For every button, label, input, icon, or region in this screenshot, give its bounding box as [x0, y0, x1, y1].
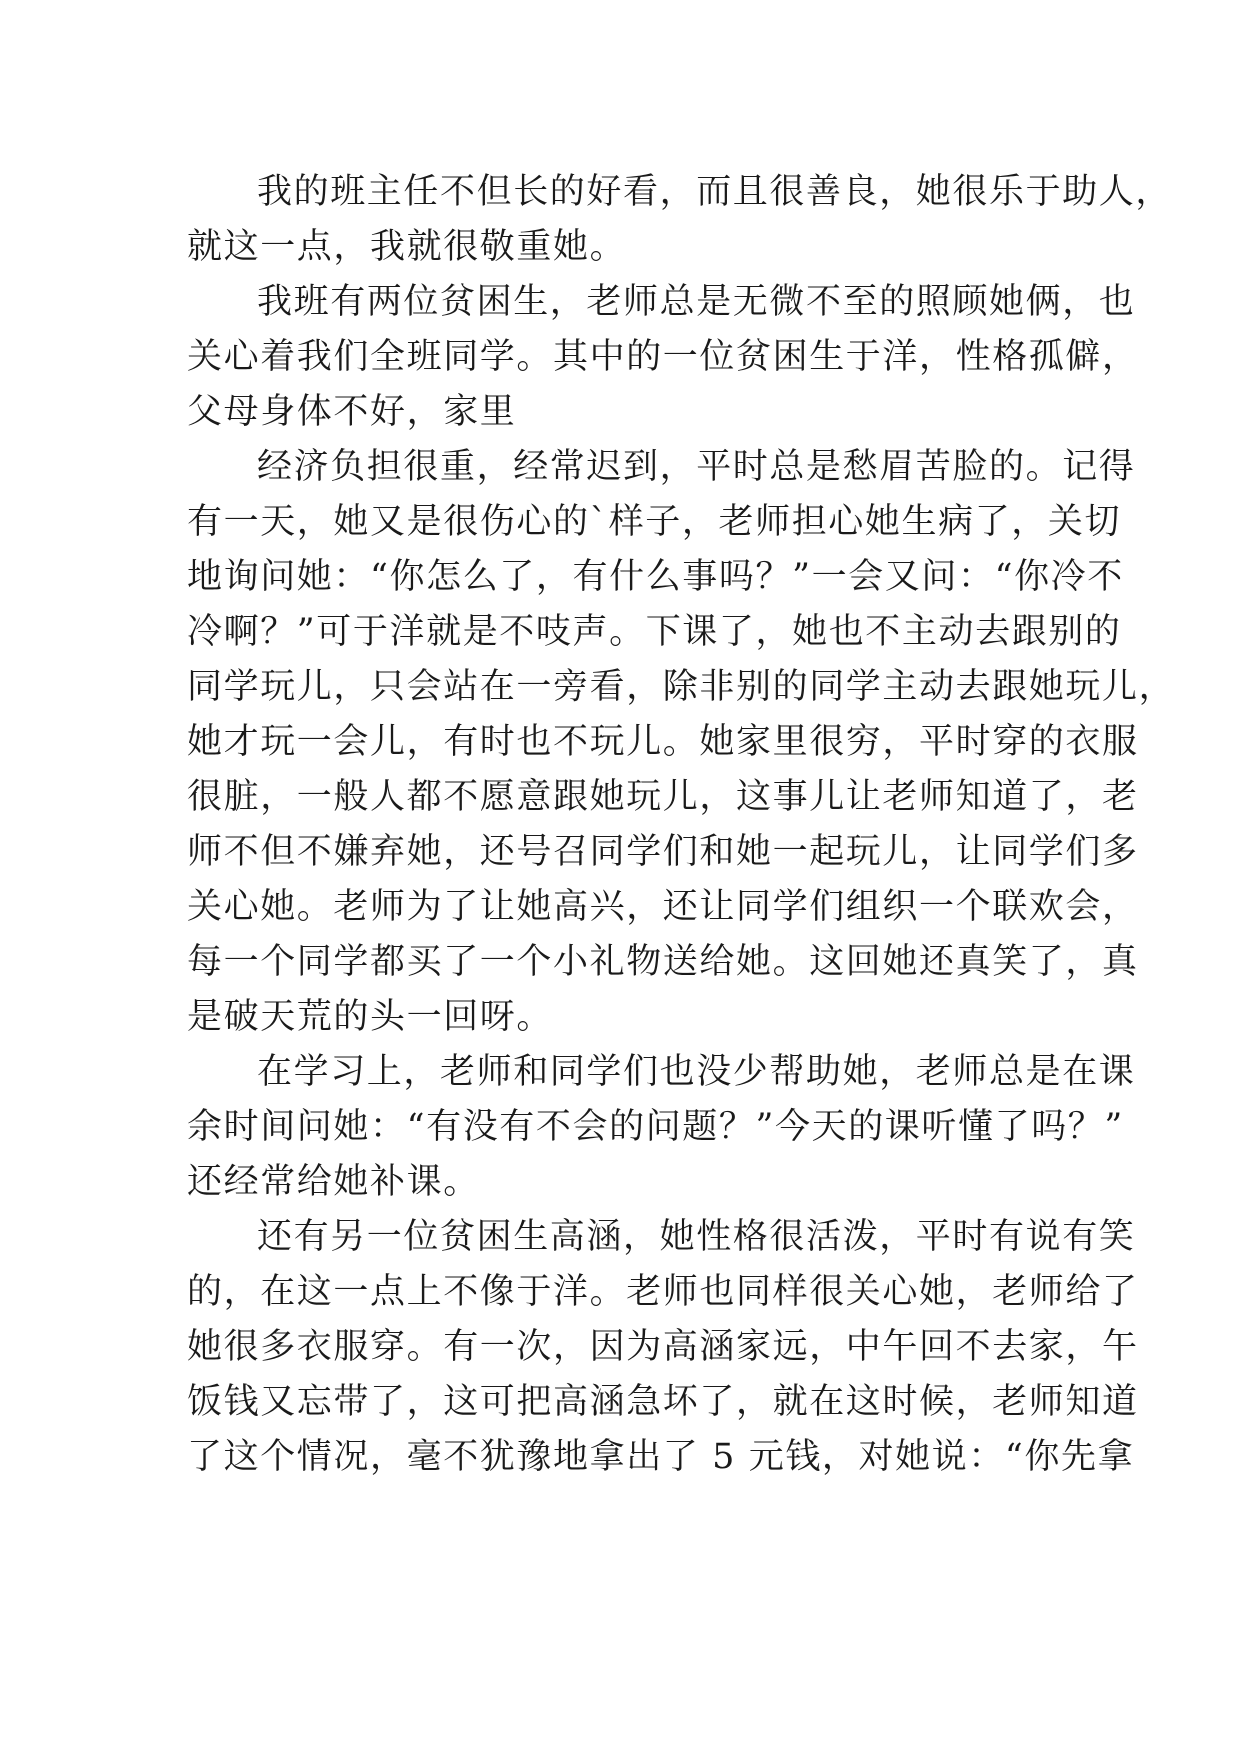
- document-body: [187, 165, 1176, 1485]
- text-line: 我班有两位贫困生，老师总是无微不至的照顾她俩，也: [257, 282, 1136, 322]
- text-line: 每一个同学都买了一个小礼物送给她。这回她还真笑了，真: [187, 942, 1139, 982]
- text-line: 冷啊？”可于洋就是不吱声。下课了，她也不主动去跟别的: [187, 612, 1122, 652]
- text-line: 父母身体不好，家里: [187, 392, 517, 432]
- paragraph: [187, 165, 1173, 275]
- text-line: 同学玩儿，只会站在一旁看，除非别的同学主动去跟她玩儿，: [187, 667, 1176, 707]
- text-line: 就这一点，我就很敬重她。: [187, 227, 627, 267]
- text-line: 经济负担很重，经常迟到，平时总是愁眉苦脸的。记得: [257, 447, 1136, 487]
- text-line: 饭钱又忘带了，这可把高涵急坏了，就在这时候，老师知道: [187, 1382, 1139, 1422]
- text-line: 很脏，一般人都不愿意跟她玩儿，这事儿让老师知道了，老: [187, 777, 1139, 817]
- text-line: 在学习上，老师和同学们也没少帮助她，老师总是在课: [257, 1052, 1136, 1092]
- paragraph: [187, 275, 1139, 440]
- text-line: 师不但不嫌弃她，还号召同学们和她一起玩儿，让同学们多: [187, 832, 1139, 872]
- text-line: 我的班主任不但长的好看，而且很善良，她很乐于助人，: [257, 172, 1173, 212]
- text-line: 还有另一位贫困生高涵，她性格很活泼，平时有说有笑: [257, 1217, 1136, 1257]
- text-line: 关心着我们全班同学。其中的一位贫困生于洋，性格孤僻，: [187, 337, 1139, 377]
- text-line: 余时间问她：“有没有不会的问题？”今天的课听懂了吗？”: [187, 1107, 1124, 1147]
- text-line: 关心她。老师为了让她高兴，还让同学们组织一个联欢会，: [187, 887, 1139, 927]
- text-line: 还经常给她补课。: [187, 1162, 480, 1202]
- paragraph: [187, 1045, 1136, 1210]
- text-line: 的，在这一点上不像于洋。老师也同样很关心她，老师给了: [187, 1272, 1139, 1312]
- text-line: 地询问她：“你怎么了，有什么事吗？”一会又问：“你冷不: [187, 557, 1124, 597]
- text-line: 是破天荒的头一回呀。: [187, 997, 554, 1037]
- text-line: 她才玩一会儿，有时也不玩儿。她家里很穷，平时穿的衣服: [187, 722, 1139, 762]
- text-line: 她很多衣服穿。有一次，因为高涵家远，中午回不去家，午: [187, 1327, 1139, 1367]
- text-line: 了这个情况，毫不犹豫地拿出了 5 元钱，对她说：“你先拿: [187, 1437, 1135, 1477]
- text-line: 有一天，她又是很伤心的`样子，老师担心她生病了，关切: [187, 502, 1122, 542]
- paragraph: [187, 1210, 1139, 1485]
- paragraph: [187, 440, 1176, 1045]
